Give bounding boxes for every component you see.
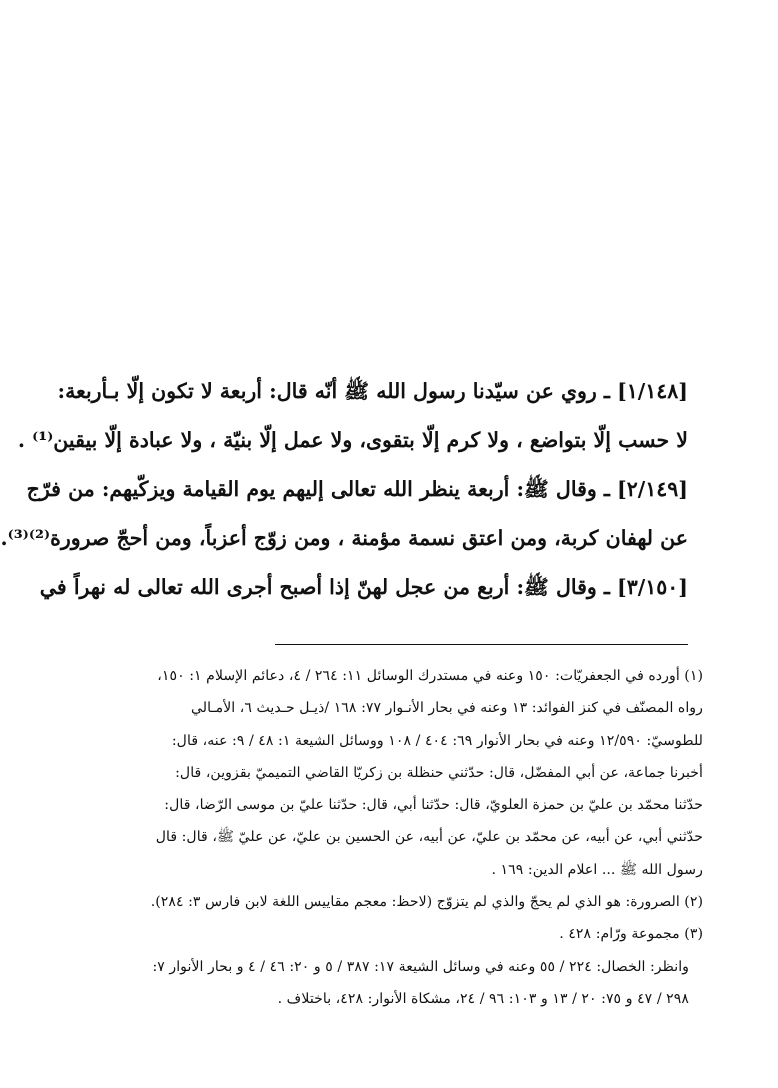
- main-line: [٢/١٤٩] ـ وقال ﷺ: أربعة ينظر الله تعالى إليهم يوم القيامة ويزكّيهم: من فرّج: [26, 477, 688, 501]
- main-line: [٣/١٥٠] ـ وقال ﷺ: أربع من عجل لهنّ إذا أصبح أجرى الله تعالى له نهراً في: [39, 575, 688, 599]
- main-line: عن لهفان كربة، ومن اعتق نسمة مؤمنة ، ومن زوّج أعزباً، ومن أحجّ صرورة⁽²⁾⁽³⁾.: [0, 526, 688, 550]
- footnote-divider: [275, 644, 688, 645]
- footnote-line: أخبرنا جماعة، عن أبي المفضّل، قال: حدّثني حنظلة بن زكريّا القاضي التميميّ بقزوين، قال:: [175, 764, 703, 781]
- main-line: لا حسب إلّا بتواضع ، ولا كرم إلّا بتقوى، ولا عمل إلّا بنيّة ، ولا عبادة إلّا بيقين⁽¹⁾ .: [17, 428, 688, 452]
- footnote-line: (١) أورده في الجعفريّات: ١٥٠ وعنه في مستدرك الوسائل ١١: ٢٦٤ / ٤، دعائم الإسلام ١: ١٥٠،: [157, 668, 703, 684]
- footnotes-block: [66, 660, 703, 1015]
- footnote-line: حدّثني أبي، عن أبيه، عن محمّد بن عليّ، عن أبيه، عن الحسين بن عليّ، عن عليّ ﷺ، قال: قال: [155, 829, 703, 846]
- footnote-line: وانظر: الخصال: ٢٢٤ / ٥٥ وعنه في وسائل الشيعة ١٧: ٣٨٧ / ٥ و ٢٠: ٤٦ / ٤ و بحار الأنوار ٧:: [152, 958, 689, 975]
- main-line: [١/١٤٨] ـ روي عن سيّدنا رسول الله ﷺ أنّه قال: أربعة لا تكون إلّا بـأربعة:: [57, 379, 688, 403]
- footnote-line: (٣) مجموعة ورّام: ٤٢٨ .: [559, 926, 703, 943]
- footnote-line: رواه المصنّف في كنز الفوائد: ١٣ وعنه في بحار الأنـوار ٧٧: ١٦٨ /ذيـل حـديث ٦، الأمـالي: [190, 700, 703, 717]
- footnote-line: ٢٩٨ / ٤٧ و ٧٥: ٢٠ / ١٣ و ١٠٣: ٩٦ / ٢٤، مشكاة الأنوار: ٤٢٨، باختلاف .: [277, 990, 689, 1007]
- footnote-line: (٢) الصرورة: هو الذي لم يحجّ والذي لم يتزوّج (لاحظ: معجم مقاييس اللغة لابن فارس ٣: ٢٨٤).: [150, 894, 703, 911]
- main-text-block: [0, 367, 688, 612]
- footnote-line: للطوسيّ: ١٢/٥٩٠ وعنه في بحار الأنوار ٦٩: ٤٠٤ / ١٠٨ ووسائل الشيعة ١: ٤٨ / ٩: عنه، قال:: [171, 732, 703, 749]
- footnote-line: رسول الله ﷺ ... اعلام الدين: ١٦٩ .: [491, 861, 703, 878]
- footnote-line: حدّثنا محمّد بن عليّ بن حمزة العلويّ، قال: حدّثنا أبي، قال: حدّثنا عليّ بن موسى الرّضا، قال:: [164, 797, 703, 814]
